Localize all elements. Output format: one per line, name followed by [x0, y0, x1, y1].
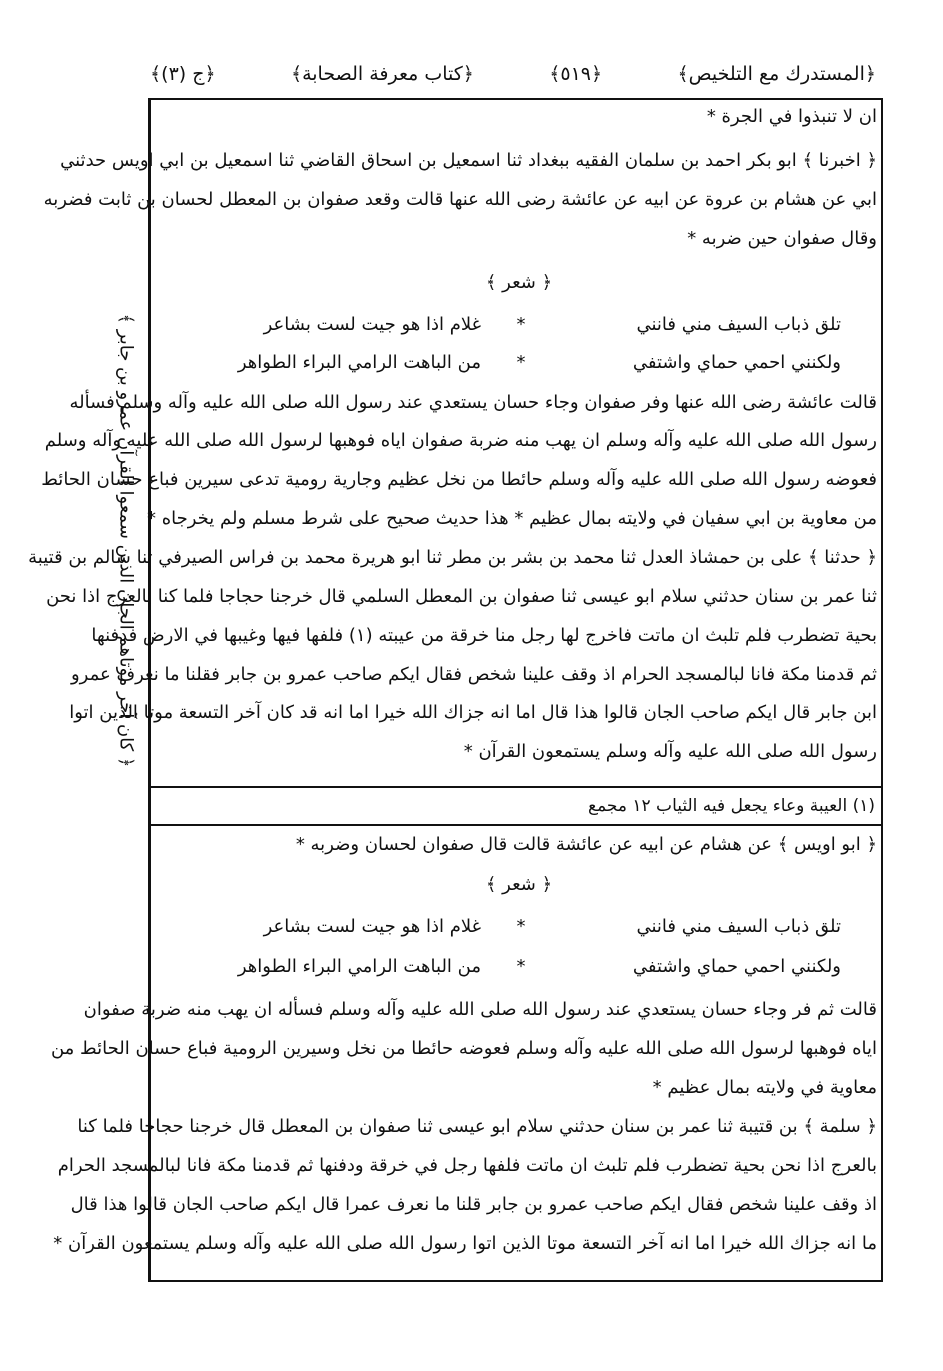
- text-line: ثم قدمنا مكة فانا لبالمسجد الحرام اذ وقف علينا شخص فقال ايكم صاحب عمرو بن جابر فقلنا ما نعرف عمرو: [70, 664, 877, 685]
- text-line: ابي عن هشام بن عروة عن ابيه عن عائشة رضى الله عنها قالت وقعد صفوان بن المعطل لحسان بن ثابت فضربه: [43, 189, 877, 210]
- verse-hemistich: تلق ذباب السيف مني فانني: [636, 314, 841, 335]
- verse-hemistich: غلام اذا هو جيت لست بشاعر: [263, 916, 481, 937]
- page-number: ﴿٥١٩﴾: [549, 63, 603, 85]
- volume-number: ﴿ج (٣)﴾: [150, 63, 216, 85]
- footnote-rule: [151, 824, 881, 826]
- text-line: ﴿ سلمة ﴾ بن قتيبة ثنا عمر بن سنان حدثني سلام ابو عيسى ثنا صفوان بن المعطل قال خرجنا حجاجا فلما كنا: [77, 1116, 877, 1137]
- chapter-title: ﴿كتاب معرفة الصحابة﴾: [290, 63, 474, 85]
- verse-hemistich: تلق ذباب السيف مني فانني: [636, 916, 841, 937]
- book-title: ﴿المستدرك مع التلخيص﴾: [677, 63, 876, 85]
- poem-verse: تلق ذباب السيف مني فانني * غلام اذا هو جيت لست بشاعر: [201, 310, 841, 342]
- text-line: ﴿ حدثنا ﴾ على بن حمشاذ العدل ثنا محمد بن بشر بن مطر ثنا ابو هريرة محمد بن فراس الصيرفي ثنا سالم بن قتيبة: [28, 547, 877, 568]
- poem-verse: تلق ذباب السيف مني فانني * غلام اذا هو جيت لست بشاعر: [201, 912, 841, 944]
- footnote-rule: [151, 786, 881, 788]
- text-line: فعوضه رسول الله صلى الله عليه وآله وسلم حائطا من نخل عظيم وجارية رومية تدعى سيرين فباع حسان الحائط: [41, 469, 877, 490]
- text-line: قالت ثم فر وجاء حسان يستعدي عند رسول الله صلى الله عليه وآله وسلم فسأله ان يهب منه ضربة صفوان: [83, 999, 877, 1020]
- verse-hemistich: غلام اذا هو جيت لست بشاعر: [263, 314, 481, 335]
- text-line: قالت عائشة رضى الله عنها وفر صفوان وجاء حسان يستعدي عند رسول الله صلى الله عليه وآله وسلم فسأله: [69, 392, 877, 413]
- verse-hemistich: من الباهت الرامي البراء الطواهر: [237, 956, 481, 977]
- page-header: [150, 56, 876, 92]
- text-line: ان لا تنبذوا في الجرة *: [706, 106, 877, 127]
- footnote: (١) العيبة وعاء يجعل فيه الثياب ١٢ مجمع: [588, 796, 875, 816]
- text-line: ثنا عمر بن سنان حدثني سلام ابو عيسى ثنا صفوان بن المعطل السلمي قال خرجنا حجاجا فلما كنا بالعرج اذا نحن: [46, 586, 877, 607]
- text-line: رسول الله صلى الله عليه وآله وسلم ان يهب منه ضربة صفوان اياه فوهبها لرسول الله صلى الله عليه وآله وسلم: [44, 430, 877, 451]
- verse-hemistich: ولكنني احمي حماي واشتفي: [632, 956, 841, 977]
- text-line: اذ وقف علينا شخص فقال ايكم صاحب عمرو بن جابر قلنا ما نعرف عمرا قال ايكم صاحب الجان قالوا هذا قال: [70, 1194, 877, 1215]
- verse-hemistich: ولكنني احمي حماي واشتفي: [632, 352, 841, 373]
- text-line: بالعرج اذا نحن بحية تضطرب فلم تلبث ان ماتت فلفها رجل في خرقة ودفنها ثم قدمنا مكة فانا لبالمسجد الحرام: [57, 1155, 877, 1176]
- poem-verse: ولكنني احمي حماي واشتفي * من الباهت الرامي البراء الطواهر: [201, 952, 841, 984]
- poem-title: ﴿ شعر ﴾: [485, 874, 553, 895]
- text-line: بحية تضطرب فلم تلبث ان ماتت فاخرج لها رجل منا خرقة من عيبته (١) فلفها فيها وغيبها في الارض فدفنها: [91, 625, 877, 646]
- text-line: رسول الله صلى الله عليه وآله وسلم يستمعون القرآن *: [463, 741, 877, 762]
- text-line: ﴿ ابو اويس ﴾ عن هشام عن ابيه عن عائشة قالت قال صفوان لحسان وضربه *: [295, 834, 877, 855]
- verse-hemistich: من الباهت الرامي البراء الطواهر: [237, 352, 481, 373]
- text-line: معاوية في ولايته بمال عظيم *: [652, 1077, 877, 1098]
- poem-verse: ولكنني احمي حماي واشتفي * من الباهت الرامي البراء الطواهر: [201, 348, 841, 380]
- text-line: ما انه جزاك الله خيرا اما انه آخر التسعة موتا الذين اتوا رسول الله صلى الله عليه وآله وسلم يستمعون القرآن *: [53, 1233, 877, 1254]
- text-line: ابن جابر قال ايكم صاحب الجان قالوا هذا قال اما انه جزاك الله خيرا اما انه قد كان آخر التسعة موتا الذين اتوا: [69, 702, 877, 723]
- text-line: اياه فوهبها لرسول الله صلى الله عليه وآله وسلم فعوضه حائطا من نخل وسيرين الرومية فباع حسان الحائط من: [50, 1038, 877, 1059]
- poem-title: ﴿ شعر ﴾: [485, 272, 553, 293]
- margin-note-text: ﴿ كان آخر موتاهم الجان الذين سمعوا القرآن عمرو بن جابر ﴾: [115, 313, 137, 767]
- text-line: وقال صفوان حين ضربه *: [687, 228, 877, 249]
- text-line: من معاوية بن ابي سفيان في ولايته بمال عظيم * هذا حديث صحيح على شرط مسلم ولم يخرجاه *: [146, 508, 877, 529]
- text-line: ﴿ اخبرنا ﴾ ابو بكر احمد بن سلمان الفقيه ببغداد ثنا اسمعيل بن اسحاق القاضي ثنا اسمعيل بن ابي اويس حدثني: [60, 150, 877, 171]
